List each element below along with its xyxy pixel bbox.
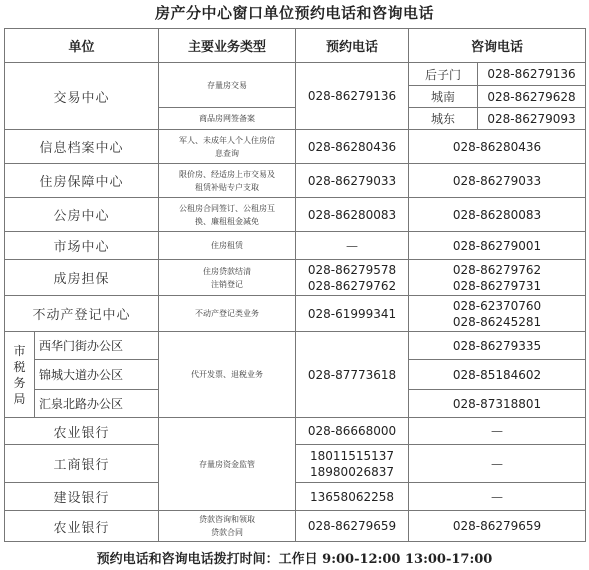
business-type: 存量房交易 — [159, 63, 296, 108]
table-row — [5, 130, 586, 164]
appointment-phone: 028-86279659 — [296, 511, 409, 542]
consult-phone: — — [409, 445, 586, 483]
consult-phone: 028-86279001 — [409, 232, 586, 260]
consult-phone: — — [409, 483, 586, 511]
location-label: 城东 — [409, 108, 478, 130]
appointment-phone: 028-61999341 — [296, 296, 409, 332]
table-row — [5, 483, 586, 511]
consult-phone: 028-86279093 — [478, 108, 586, 130]
office-name: 汇泉北路办公区 — [35, 390, 159, 418]
table-row — [5, 296, 586, 332]
office-name: 锦城大道办公区 — [35, 360, 159, 390]
page-title: 房产分中心窗口单位预约电话和咨询电话 — [154, 4, 434, 22]
consult-phone: 028-86280436 — [409, 130, 586, 164]
business-type: 住房租赁 — [159, 232, 296, 260]
appointment-phone: — — [296, 232, 409, 260]
consult-phone: — — [409, 418, 586, 445]
consult-phone: 028-86279033 — [409, 164, 586, 198]
business-type: 住房贷款结清 注销登记 — [159, 260, 296, 296]
phone-table — [4, 28, 586, 542]
header-appointment: 预约电话 — [296, 29, 409, 63]
unit-name: 成房担保 — [5, 260, 159, 296]
unit-name: 农业银行 — [5, 418, 159, 445]
appointment-phone: 13658062258 — [296, 483, 409, 511]
appointment-phone: 028-87773618 — [296, 332, 409, 418]
consult-phone: 028-86279136 — [478, 63, 586, 86]
header-business: 主要业务类型 — [159, 29, 296, 63]
consult-phone: 028-87318801 — [409, 390, 586, 418]
tax-bureau-label: 市 税 务 局 — [5, 332, 35, 418]
appointment-phone: 028-86279578 028-86279762 — [296, 260, 409, 296]
table-row — [5, 232, 586, 260]
unit-name: 交易中心 — [5, 63, 159, 130]
header-consult: 咨询电话 — [409, 29, 586, 63]
appointment-phone: 028-86279136 — [296, 63, 409, 130]
consult-phone: 028-86279335 — [409, 332, 586, 360]
business-type: 存量房资金监管 — [159, 418, 296, 511]
location-label: 后子门 — [409, 63, 478, 86]
unit-name: 建设银行 — [5, 483, 159, 511]
consult-phone: 028-86279762 028-86279731 — [409, 260, 586, 296]
unit-name: 农业银行 — [5, 511, 159, 542]
appointment-phone: 028-86280083 — [296, 198, 409, 232]
table-row — [5, 418, 586, 445]
unit-name: 住房保障中心 — [5, 164, 159, 198]
appointment-phone: 18011515137 18980026837 — [296, 445, 409, 483]
table-row — [5, 445, 586, 483]
business-type: 不动产登记类业务 — [159, 296, 296, 332]
unit-name: 市场中心 — [5, 232, 159, 260]
consult-phone: 028-86279628 — [478, 86, 586, 108]
table-row — [5, 260, 586, 296]
unit-name: 不动产登记中心 — [5, 296, 159, 332]
business-type: 军人、未成年人个人住房信 息查询 — [159, 130, 296, 164]
unit-name: 工商银行 — [5, 445, 159, 483]
appointment-phone: 028-86280436 — [296, 130, 409, 164]
business-type: 贷款咨询和领取 贷款合同 — [159, 511, 296, 542]
consult-phone: 028-86280083 — [409, 198, 586, 232]
table-row — [5, 198, 586, 232]
location-label: 城南 — [409, 86, 478, 108]
table-row — [5, 63, 586, 86]
consult-phone: 028-86279659 — [409, 511, 586, 542]
business-type: 商品房网签备案 — [159, 108, 296, 130]
hours-note: 预约电话和咨询电话拨打时间：工作日 9:00-12:00 13:00-17:00 — [96, 552, 493, 567]
business-type: 限价房、经适房上市交易及 租赁补贴专户支取 — [159, 164, 296, 198]
consult-phone: 028-62370760 028-86245281 — [409, 296, 586, 332]
unit-name: 信息档案中心 — [5, 130, 159, 164]
appointment-phone: 028-86668000 — [296, 418, 409, 445]
table-row — [5, 511, 586, 542]
consult-phone: 028-85184602 — [409, 360, 586, 390]
office-name: 西华门街办公区 — [35, 332, 159, 360]
table-row — [5, 164, 586, 198]
appointment-phone: 028-86279033 — [296, 164, 409, 198]
table-header-row — [5, 29, 586, 63]
header-unit: 单位 — [5, 29, 159, 63]
business-type: 公租房合同签订、公租房互 换、廉租租金减免 — [159, 198, 296, 232]
table-row — [5, 332, 586, 360]
business-type: 代开发票、退税业务 — [159, 332, 296, 418]
unit-name: 公房中心 — [5, 198, 159, 232]
